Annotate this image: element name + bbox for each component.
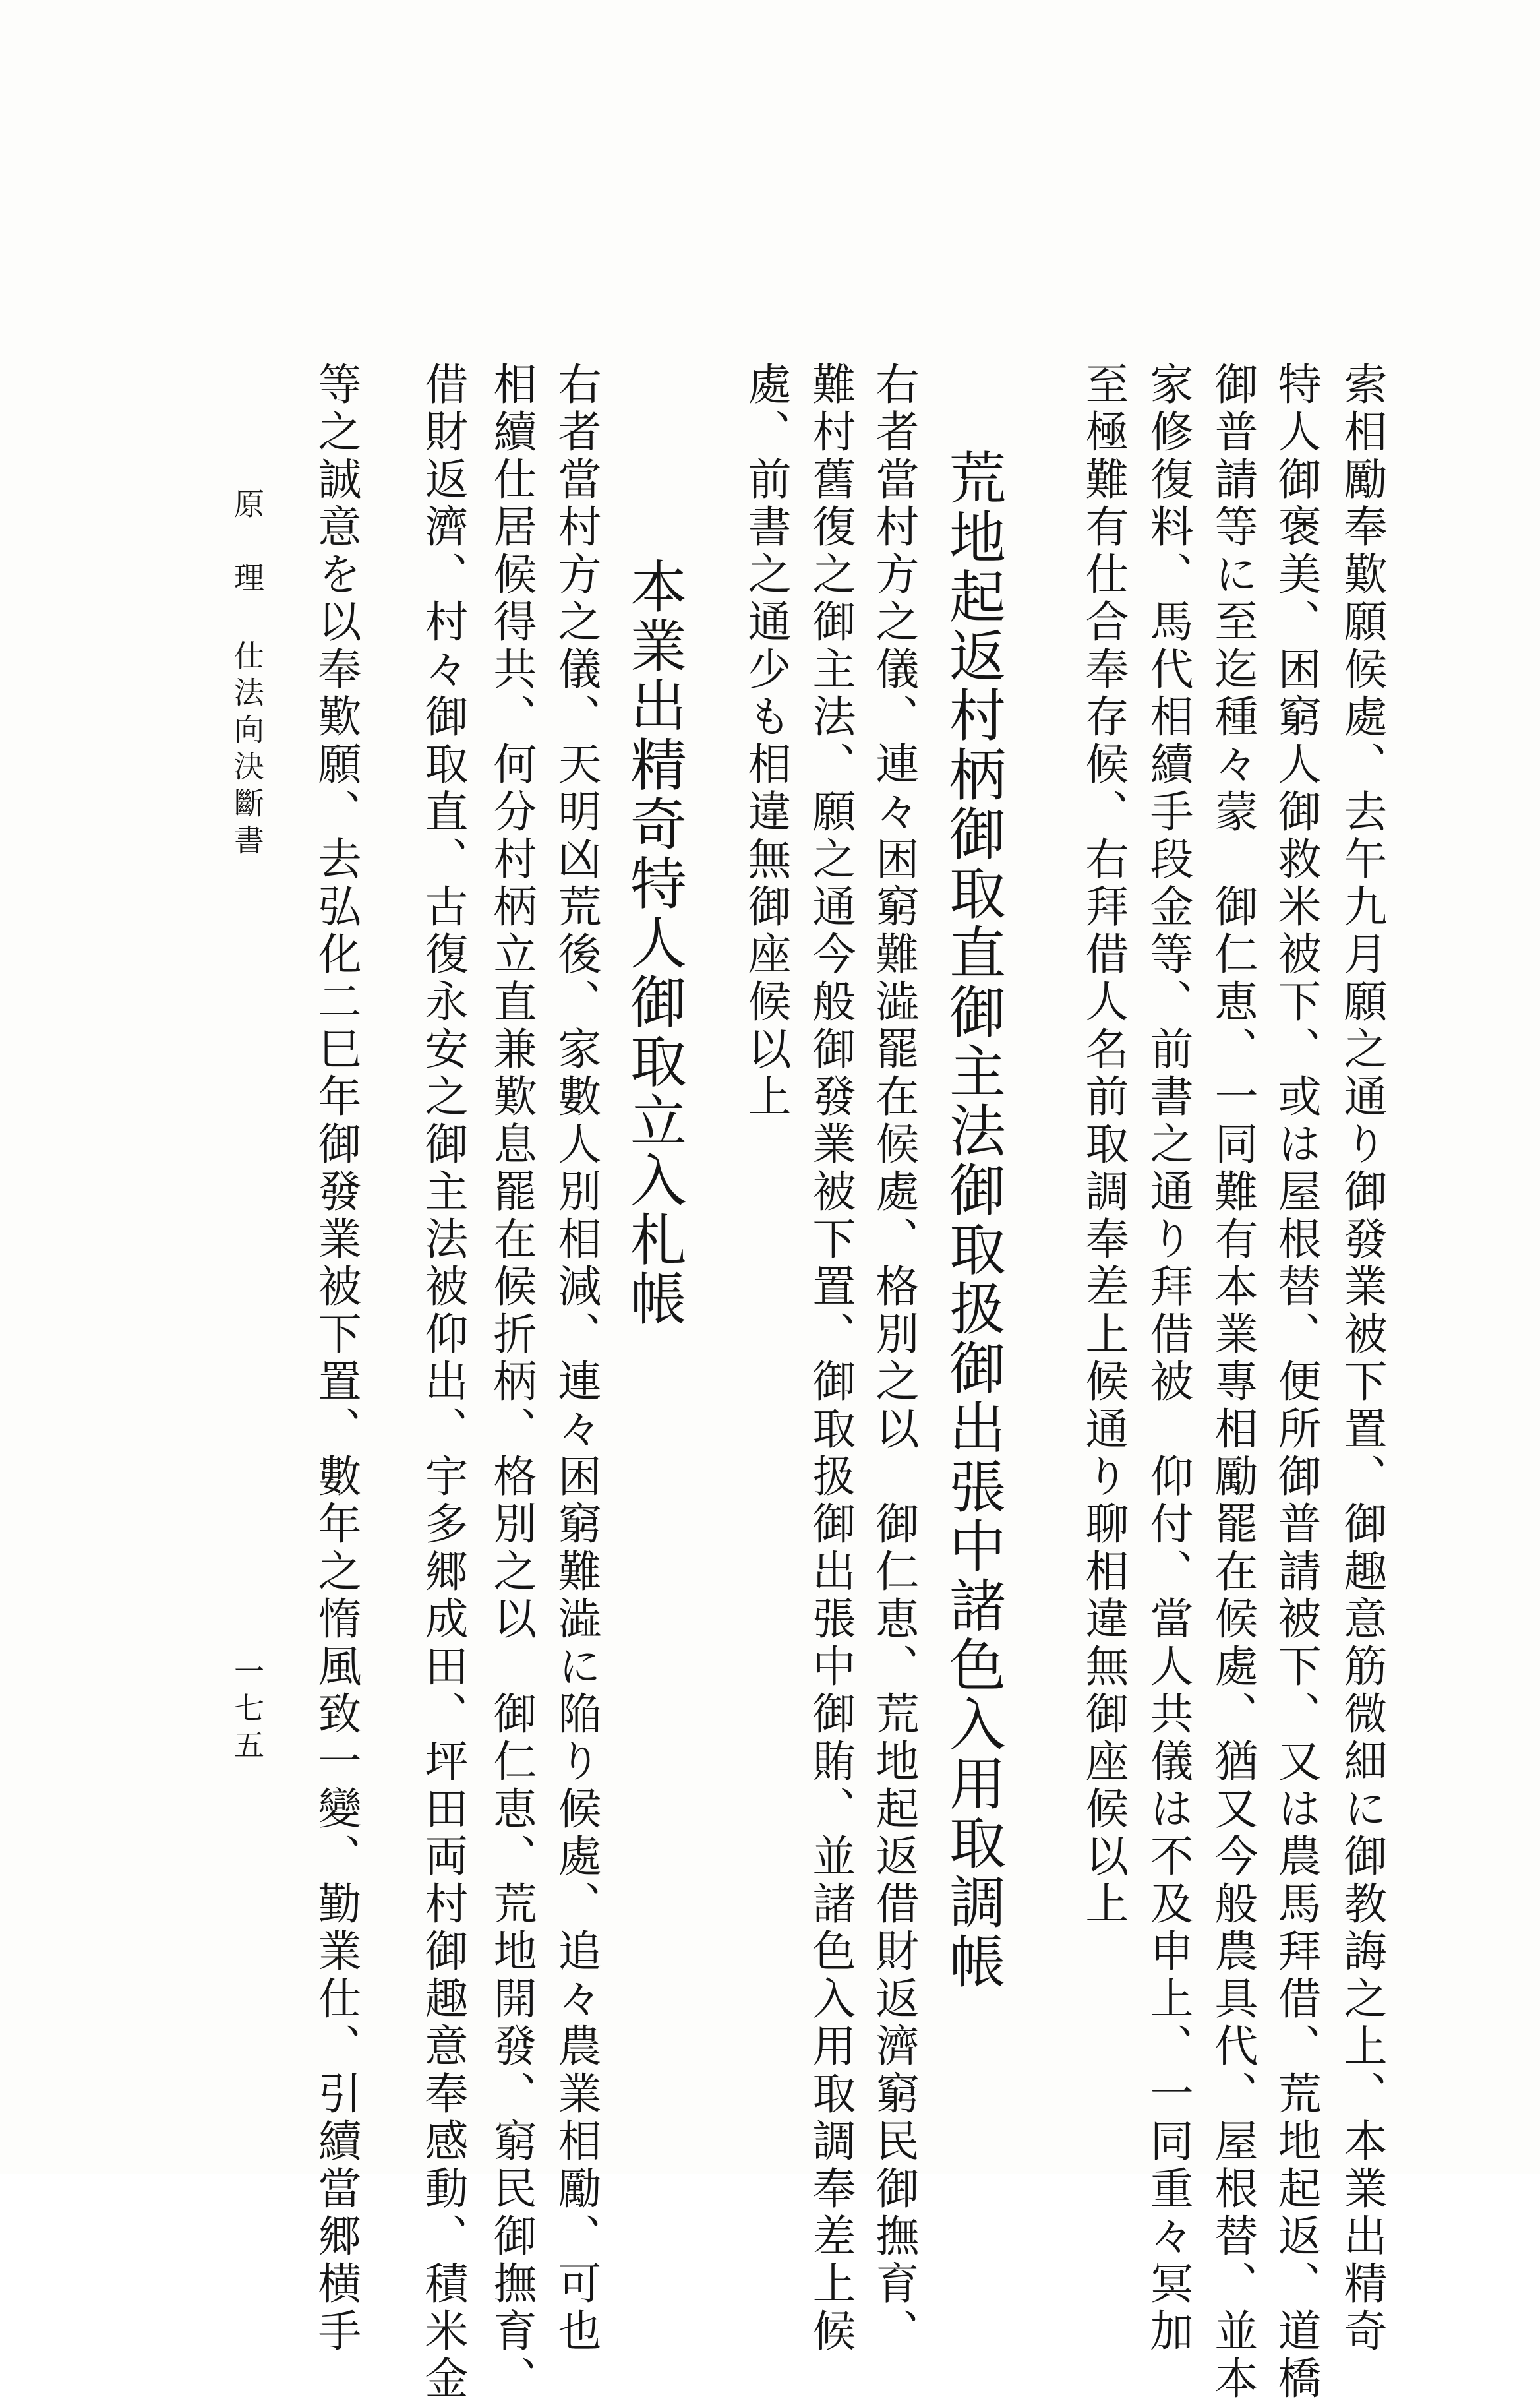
text-column-8: 處、前書之通少も相違無御座候以上 <box>740 361 791 1121</box>
text-column-11: 借財返濟、村々御取直、古復永安之御主法被仰出、宇多郷成田、坪田両村御趣意奉感動、積米金 <box>417 361 468 2403</box>
text-column-7: 難村舊復之御主法、願之通今般御發業被下置、御取扱御出張中御賄、並諸色入用取調奉差上候 <box>805 361 856 2356</box>
section-heading-1: 荒地起返村柄御取直御主法御取扱御出張中諸色入用取調帳 <box>939 448 1005 1992</box>
text-column-6: 右者當村方之儀、連々困窮難澁罷在候處、格別之以 御仁恵、荒地起返借財返濟窮民御撫育、 <box>868 361 919 2356</box>
text-column-10: 相續仕居候得共、何分村柄立直兼歎息罷在候折柄、格別之以 御仁恵、荒地開發、窮民御撫育、 <box>486 361 537 2403</box>
section-heading-2: 本業出精奇特人御取立入札帳 <box>620 557 686 1329</box>
text-column-4: 家修復料、馬代相續手段金等、前書之通り拜借被 仰付、當人共儀は不及申上、一同重々冥加 <box>1142 361 1193 2356</box>
text-column-2: 特人御褒美、困窮人御救米被下、或は屋根替、便所御普請被下、又は農馬拜借、荒地起返、道橋 <box>1270 361 1321 2403</box>
running-title: 仕法向決斷書 <box>229 640 265 861</box>
text-column-12: 等之誠意を以奉歎願、去弘化二巳年御發業被下置、數年之惰風致一變、勤業仕、引續當郷横手 <box>311 361 361 2356</box>
text-column-9: 右者當村方之儀、天明凶荒後、家數人別相減、連々困窮難澁に陥り候處、追々農業相勵、可也 <box>550 361 601 2356</box>
running-section: 原 理 <box>229 488 265 599</box>
text-column-3: 御普請等に至迄種々蒙 御仁恵、一同難有本業專相勵罷在候處、猶又今般農具代、屋根替、並本 <box>1207 361 1258 2403</box>
page-number: 一七五 <box>229 1655 265 1766</box>
text-column-5: 至極難有仕合奉存候、右拜借人名前取調奉差上候通り聊相違無御座候以上 <box>1078 361 1129 1928</box>
text-column-1: 索相勵奉歎願候處、去午九月願之通り御發業被下置、御趣意筋微細に御教誨之上、本業出精奇 <box>1336 361 1387 2356</box>
